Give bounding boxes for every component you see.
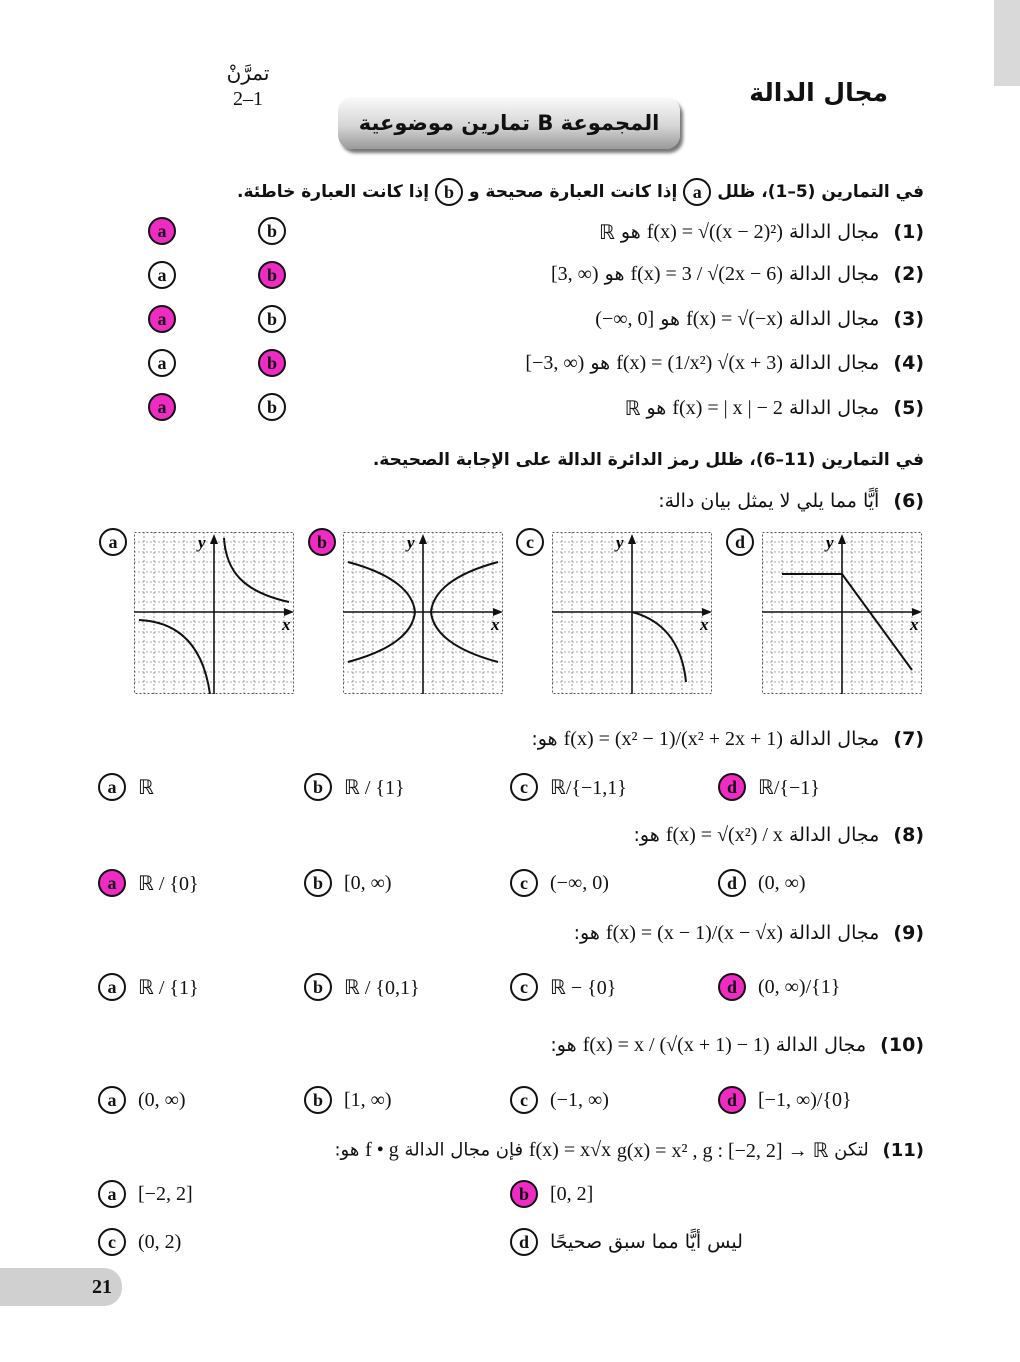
- q7-option-d[interactable]: [718, 773, 820, 801]
- graph-c: [552, 532, 712, 694]
- q5-option-b[interactable]: b: [258, 393, 286, 421]
- q1-option-b[interactable]: b: [258, 217, 286, 245]
- composite-function: f • g: [365, 1139, 399, 1161]
- y-label: y: [616, 533, 624, 552]
- graph-a: [134, 532, 294, 694]
- option-value: (0, ∞)/{1}: [758, 975, 841, 998]
- option-bubble[interactable]: c: [510, 773, 538, 801]
- y-label: y: [407, 533, 415, 552]
- y-axis-arrow: [419, 534, 427, 544]
- option-value: ℝ / {1}: [138, 976, 199, 999]
- question-text: مجال الدالة: [788, 352, 880, 374]
- q11-option-c[interactable]: [98, 1228, 181, 1256]
- chapter-title: مجال الدالة: [749, 78, 888, 107]
- inline-circle-a: a: [683, 178, 711, 206]
- claimed-domain: [−3, ∞): [525, 352, 585, 374]
- option-value: [0, 2]: [550, 1182, 594, 1205]
- q4-option-b[interactable]: b: [258, 349, 286, 377]
- question-text: مجال الدالة: [775, 1034, 867, 1056]
- question-tail: هو: [604, 263, 625, 285]
- formula-g: g(x) = x² , g : [−2, 2] → ℝ: [616, 1140, 829, 1162]
- instruction-pre: في التمارين (5–1)، ظلل: [717, 182, 924, 202]
- question-tail: هو:: [550, 1034, 577, 1056]
- question-7: [531, 728, 924, 751]
- tf-question-5: [625, 396, 924, 421]
- question-10: [550, 1034, 924, 1057]
- question-tail: هو: [646, 397, 667, 419]
- question-number: (3): [893, 308, 924, 330]
- question-number: (5): [893, 397, 924, 419]
- q6-option-b[interactable]: b: [308, 528, 336, 556]
- q8-option-d[interactable]: [718, 869, 806, 897]
- option-bubble[interactable]: c: [510, 1086, 538, 1114]
- option-value: [0, ∞): [344, 871, 392, 894]
- q7-option-b[interactable]: [304, 773, 405, 801]
- q8-option-a[interactable]: [98, 869, 199, 897]
- question-tail: هو: [620, 221, 641, 243]
- question-tail: هو: [660, 308, 681, 330]
- formula: f(x) = | x | − 2: [672, 397, 783, 419]
- x-label: x: [282, 615, 291, 634]
- q10-option-d[interactable]: [718, 1086, 852, 1114]
- question-tail: هو:: [334, 1139, 360, 1161]
- option-bubble[interactable]: d: [718, 973, 746, 1001]
- option-bubble[interactable]: d: [510, 1228, 538, 1256]
- option-value: ليس أيًّا مما سبق صحيحًا: [550, 1231, 743, 1253]
- graph-b: [343, 532, 503, 694]
- claimed-domain: ℝ: [598, 222, 615, 244]
- section1-instruction: [237, 178, 924, 206]
- q11-option-b[interactable]: [510, 1180, 593, 1208]
- formula: f(x) = (x² − 1)/(x² + 2x + 1): [563, 728, 783, 750]
- option-bubble[interactable]: b: [304, 973, 332, 1001]
- q3-option-a[interactable]: a: [148, 305, 176, 333]
- formula: f(x) = √(−x): [686, 308, 783, 330]
- q6-option-d[interactable]: d: [726, 528, 754, 556]
- q3-option-b[interactable]: b: [258, 305, 286, 333]
- option-bubble[interactable]: a: [98, 973, 126, 1001]
- option-value: (−∞, 0): [550, 871, 609, 894]
- formula: f(x) = 3 / √(2x − 6): [630, 263, 783, 285]
- curve-lower: [139, 620, 210, 694]
- formula: f(x) = √(x²) / x: [665, 824, 783, 846]
- question-number: (6): [893, 490, 924, 512]
- q9-option-c[interactable]: [510, 973, 616, 1001]
- formula-f: f(x) = x√x: [528, 1139, 612, 1161]
- q6-option-a[interactable]: a: [99, 528, 127, 556]
- y-label: y: [198, 533, 206, 552]
- question-number: (1): [893, 221, 924, 243]
- q2-option-b[interactable]: b: [258, 261, 286, 289]
- option-value: ℝ / {1}: [344, 776, 405, 799]
- q6-option-c[interactable]: c: [516, 528, 544, 556]
- q11-option-d[interactable]: [510, 1228, 743, 1256]
- y-axis-arrow: [210, 534, 218, 544]
- option-bubble[interactable]: c: [510, 973, 538, 1001]
- question-6: [658, 490, 924, 512]
- curve: [632, 612, 686, 682]
- question-text: مجال الدالة: [788, 308, 880, 330]
- q2-option-a[interactable]: a: [148, 261, 176, 289]
- formula: f(x) = √((x − 2)²): [646, 221, 783, 243]
- q10-option-b[interactable]: [304, 1086, 392, 1114]
- q4-option-a[interactable]: a: [148, 349, 176, 377]
- inline-circle-b: b: [435, 178, 463, 206]
- question-text-pre: لتكن: [834, 1139, 869, 1161]
- question-tail: هو:: [633, 824, 660, 846]
- option-bubble[interactable]: d: [718, 773, 746, 801]
- option-value: (0, 2): [138, 1230, 182, 1253]
- question-number: (10): [880, 1034, 924, 1056]
- option-bubble[interactable]: b: [304, 1086, 332, 1114]
- question-tail: هو:: [573, 922, 600, 944]
- option-value: ℝ/{−1}: [758, 776, 820, 799]
- tf-question-2: [551, 263, 924, 286]
- option-value: ℝ / {0,1}: [344, 976, 420, 999]
- question-text: أيًّا مما يلي لا يمثل بيان دالة:: [658, 490, 880, 512]
- question-text-post: فإن مجال الدالة: [404, 1139, 524, 1161]
- page-number: 21: [0, 1268, 122, 1306]
- q11-option-a[interactable]: [98, 1180, 193, 1208]
- option-value: ℝ − {0}: [550, 976, 617, 999]
- question-text: مجال الدالة: [788, 221, 880, 243]
- instruction-post: إذا كانت العبارة خاطئة.: [237, 182, 430, 202]
- option-value: ℝ: [138, 776, 154, 799]
- formula: f(x) = x / (√(x + 1) − 1): [582, 1034, 770, 1056]
- page-edge-tab: [994, 0, 1020, 86]
- question-8: [634, 824, 924, 847]
- section2-instruction: في التمارين (11–6)، ظلل رمز الدائرة الدالة على الإجابة الصحيحة.: [372, 450, 924, 470]
- question-11: [334, 1138, 924, 1163]
- question-number: (7): [893, 728, 924, 750]
- x-label: x: [700, 615, 709, 634]
- question-text: مجال الدالة: [788, 263, 880, 285]
- q9-option-b[interactable]: [304, 973, 420, 1001]
- option-bubble[interactable]: a: [98, 1180, 126, 1208]
- question-text: مجال الدالة: [788, 728, 880, 750]
- question-number: (8): [893, 824, 924, 846]
- q7-option-c[interactable]: [510, 773, 627, 801]
- question-text: مجال الدالة: [788, 397, 880, 419]
- question-text: مجال الدالة: [788, 824, 880, 846]
- option-bubble[interactable]: a: [98, 1086, 126, 1114]
- q5-option-a[interactable]: a: [148, 393, 176, 421]
- q10-option-a[interactable]: [98, 1086, 186, 1114]
- group-banner: المجموعة B تمارين موضوعية: [338, 97, 680, 149]
- question-text: مجال الدالة: [788, 922, 880, 944]
- formula: f(x) = (1/x²) √(x + 3): [616, 352, 783, 374]
- question-9: [574, 922, 924, 945]
- option-bubble[interactable]: d: [718, 869, 746, 897]
- q8-option-c[interactable]: [510, 869, 609, 897]
- option-bubble[interactable]: c: [510, 869, 538, 897]
- x-label: x: [910, 615, 919, 634]
- instruction-mid: إذا كانت العبارة صحيحة و: [468, 182, 678, 202]
- formula: f(x) = (x − 1)/(x − √x): [605, 922, 783, 944]
- y-axis-arrow: [628, 534, 636, 544]
- question-number: (2): [893, 263, 924, 285]
- q9-option-a[interactable]: [98, 973, 199, 1001]
- option-bubble[interactable]: d: [718, 1086, 746, 1114]
- option-value: (−1, ∞): [550, 1088, 609, 1111]
- option-value: [1, ∞): [344, 1088, 392, 1111]
- option-bubble[interactable]: a: [98, 773, 126, 801]
- question-number: (4): [893, 352, 924, 374]
- q10-option-c[interactable]: [510, 1086, 609, 1114]
- tf-question-3: [595, 308, 924, 331]
- x-label: x: [491, 615, 500, 634]
- question-number: (9): [893, 922, 924, 944]
- question-number: (11): [882, 1139, 924, 1161]
- option-value: (0, ∞): [758, 871, 806, 894]
- q1-option-a[interactable]: a: [148, 217, 176, 245]
- option-value: [−2, 2]: [138, 1182, 193, 1205]
- question-tail: هو:: [531, 728, 558, 750]
- option-bubble[interactable]: b: [304, 773, 332, 801]
- q9-option-d[interactable]: [718, 973, 840, 1001]
- option-bubble[interactable]: b: [304, 869, 332, 897]
- tf-question-4: [525, 352, 924, 375]
- option-value: (0, ∞): [138, 1088, 186, 1111]
- q8-option-b[interactable]: [304, 869, 392, 897]
- exercise-label-text: تمرَّنْ: [226, 61, 270, 85]
- option-bubble[interactable]: c: [98, 1228, 126, 1256]
- option-bubble[interactable]: b: [510, 1180, 538, 1208]
- claimed-domain: (−∞, 0]: [595, 308, 655, 330]
- option-value: ℝ/{−1,1}: [550, 776, 627, 799]
- tf-question-1: [599, 220, 924, 245]
- question-tail: هو: [590, 352, 611, 374]
- y-label: y: [826, 533, 834, 552]
- y-axis-arrow: [838, 534, 846, 544]
- exercise-label: [218, 60, 278, 112]
- q7-option-a[interactable]: [98, 773, 154, 801]
- option-value: [−1, ∞)/{0}: [758, 1088, 852, 1111]
- exercise-number: 2–1: [233, 88, 263, 110]
- claimed-domain: ℝ: [624, 398, 641, 420]
- option-value: ℝ / {0}: [138, 872, 199, 895]
- option-bubble[interactable]: a: [98, 869, 126, 897]
- claimed-domain: [3, ∞): [551, 263, 599, 285]
- graph-d: [762, 532, 922, 694]
